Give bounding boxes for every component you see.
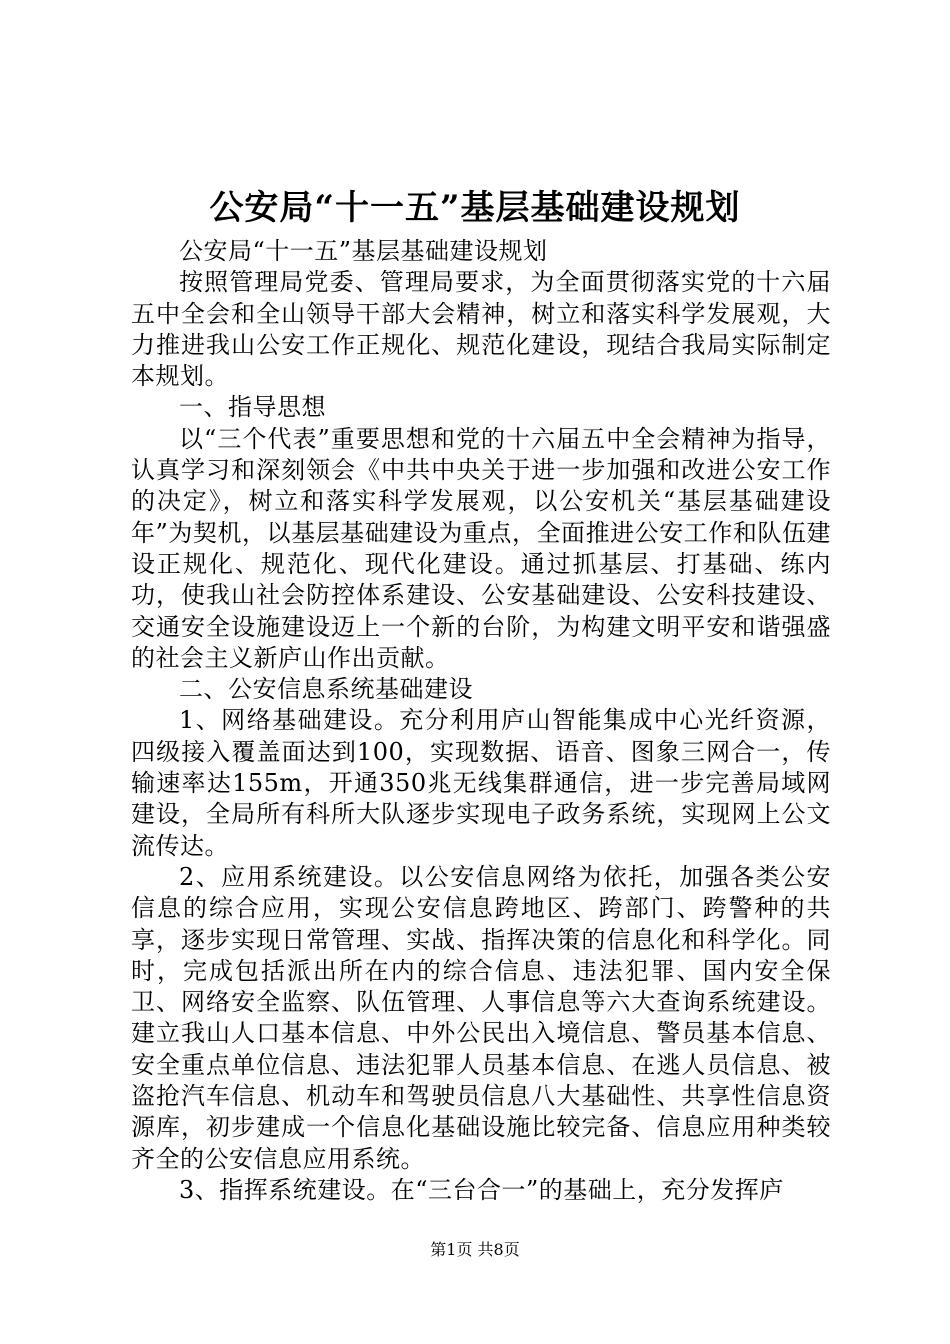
section-heading-guiding-ideology: 一、指导思想 [179,393,326,422]
paragraph-subtitle: 公安局“十一五”基层基础建设规划 [179,237,548,265]
page-footer: 第1页 共8页 [430,1240,520,1259]
section-heading-info-system: 二、公安信息系统基础建设 [179,675,473,704]
paragraph-guiding-ideology: 以“三个代表”重要思想和党的十六届五中全会精神为指导，认真学习和深刻领会《中共中央关于进一步加强和改进公安工作的决定》，树立和落实科学发展观，以公安机关“基层基础建设年”为契机，以基层基础建设为重点，全面推进公安工作和队伍建设正规化、规范化、现代化建设。通过抓基层、打基础、练内功，使我山社会防控体系建设、公安基础建设、公安科技建设、交通安全设施建设迈上一个新的台阶，为构建文明平安和谐强盛的社会主义新庐山作出贡献。 [131,424,831,672]
paragraph-application-systems: 2、应用系统建设。以公安信息网络为依托，加强各类公安信息的综合应用，实现公安信息跨地区、跨部门、跨警种的共享，逐步实现日常管理、实战、指挥决策的信息化和科学化。同时，完成包括派出所在内的综合信息、违法犯罪、国内安全保卫、网络安全监察、队伍管理、人事信息等六大查询系统建设。建立我山人口基本信息、中外公民出入境信息、警员基本信息、安全重点单位信息、违法犯罪人员基本信息、在逃人员信息、被盗抢汽车信息、机动车和驾驶员信息八大基础性、共享性信息资源库，初步建成一个信息化基础设施比较完备、信息应用种类较齐全的公安信息应用系统。 [131,862,831,1173]
paragraph-intro: 按照管理局党委、管理局要求，为全面贯彻落实党的十六届五中全会和全山领导干部大会精神，树立和落实科学发展观，大力推进我山公安工作正规化、规范化建设，现结合我局实际制定本规划。 [131,268,831,391]
paragraph-command-system: 3、指挥系统建设。在“三台合一”的基础上，充分发挥庐 [179,1175,784,1204]
paragraph-network-infrastructure: 1、网络基础建设。充分利用庐山智能集成中心光纤资源，四级接入覆盖面达到100，实现数据、语音、图象三网合一，传输速率达155m，开通350兆无线集群通信，进一步完善局域网建设，全局所有科所大队逐步实现电子政务系统，实现网上公文流传达。 [131,706,831,860]
document-body [131,236,831,1206]
document-title: 公安局“十一五”基层基础建设规划 [209,188,741,228]
